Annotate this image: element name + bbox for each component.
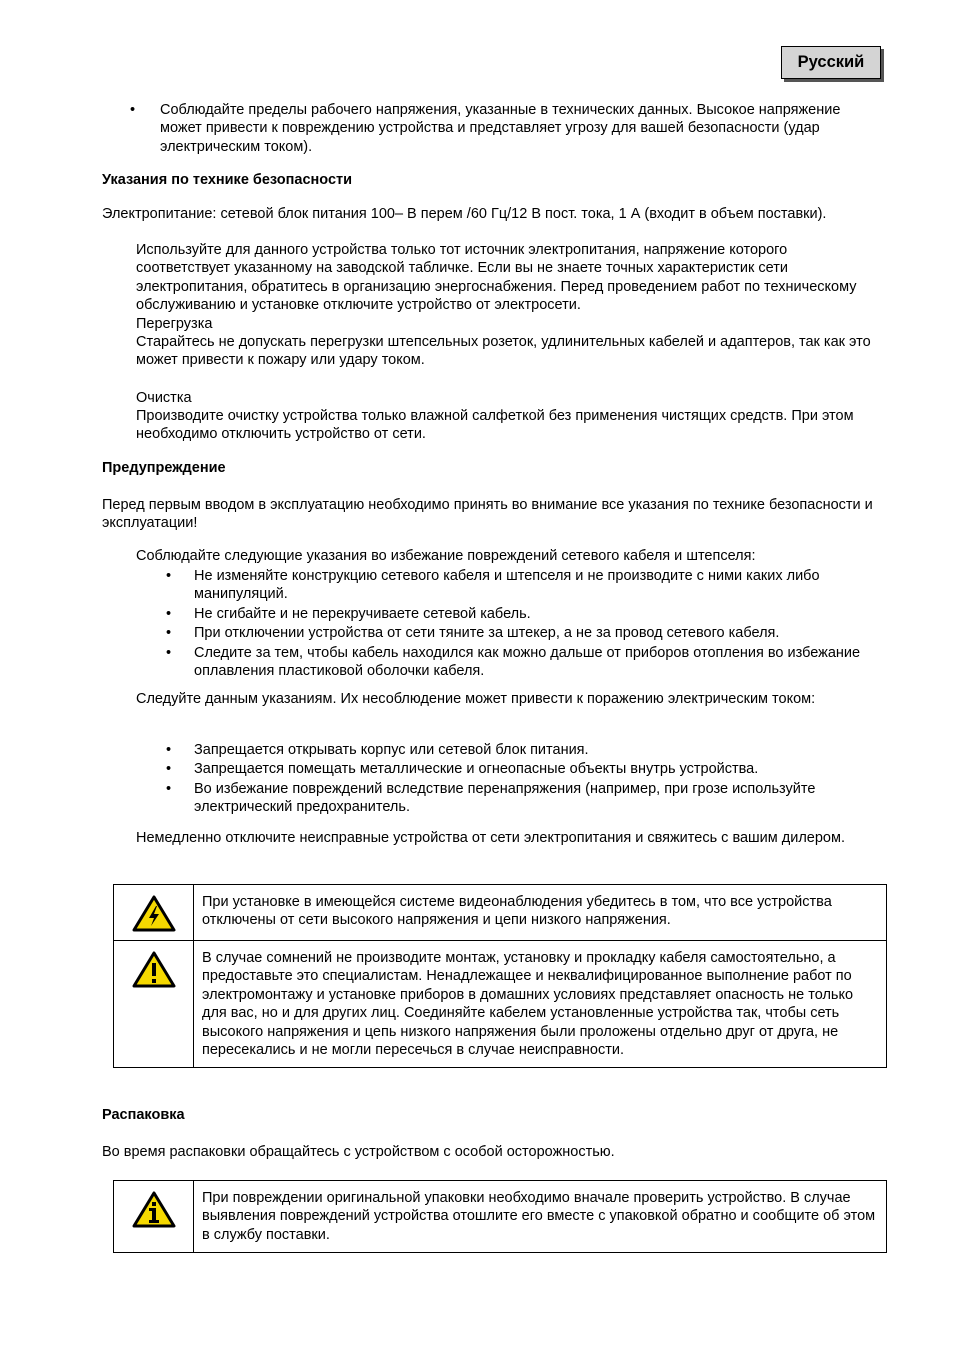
list-item: • Не изменяйте конструкцию сетевого кабеля и штепселя и не производите с ними каких либо манипуляций. — [166, 568, 820, 603]
cleaning-text: Производите очистку устройства только влажной салфеткой без применения чистящих средств. При этом необходимо отключить устройство от сети. — [136, 408, 854, 443]
intro-bullet-text: Соблюдайте пределы рабочего напряжения, указанные в технических данных. Высокое напряжение может привести к повреждению устройства и представляет угрозу для вашей безопасности (удар электрическим током). — [160, 102, 841, 155]
notice-row — [114, 941, 887, 1068]
notice-row — [114, 885, 887, 941]
safety-heading: Указания по технике безопасности — [102, 172, 353, 188]
power-supply-text: Используйте для данного устройства только тот источник электропитания, напряжение которого соответствует указанному на заводской табличке. Если вы не знаете точных характеристик сети электропитания, обратитесь в организацию энергоснабжения. Перед проведением работ по техническому обслуживанию и установке отключите устройство от электросети. — [136, 242, 857, 314]
unpacking-text: Во время распаковки обращайтесь с устройством с особой осторожностью. — [102, 1144, 615, 1160]
language-tab: Русский — [781, 46, 881, 79]
notice-table — [113, 884, 887, 1068]
intro-bullet — [130, 101, 880, 156]
shock-list — [166, 741, 884, 818]
cable-list — [166, 567, 884, 681]
unpacking-heading: Распаковка — [102, 1107, 185, 1123]
notice-table — [113, 1180, 887, 1253]
notice-icon-cell — [114, 885, 194, 941]
caution-warning-icon — [132, 951, 176, 989]
overload-title: Перегрузка — [136, 316, 213, 332]
warning-heading: Предупреждение — [102, 460, 226, 476]
list-item: • Не сгибайте и не перекручиваете сетевой кабель. — [166, 605, 531, 622]
list-item: • Следите за тем, чтобы кабель находился как можно дальше от приборов отопления во избежание оплавления пластиковой оболочки кабеля. — [166, 644, 861, 680]
list-item: • Запрещается помещать металлические и огнеопасные объекты внутрь устройства. — [166, 761, 759, 778]
list-item: • Запрещается открывать корпус или сетевой блок питания. — [166, 742, 589, 758]
notice-text: При установке в имеющейся системе видеонаблюдения убедитесь в том, что все устройства отключены от сети высокого напряжения и цепи низкого напряжения. — [194, 885, 887, 941]
bullet-glyph: • — [130, 102, 136, 118]
overload-text: Старайтесь не допускать перегрузки штепсельных розеток, удлинительных кабелей и адаптеров, так как это может привести к пожару или удару током. — [136, 334, 871, 369]
cleaning-title: Очистка — [136, 390, 192, 406]
high-voltage-warning-icon — [132, 895, 176, 933]
notice-text: В случае сомнений не производите монтаж, установку и прокладку кабеля самостоятельно, а предоставьте это специалистам. Ненадлежащее и неквалифицированное выполнение работ по электромонтажу и установке приборов в домашних условиях представляет опасность не только для вас, но и для других лиц. Соединяйте кабелем установленные устройства так, чтобы сеть высокого напряжения и цепь низкого напряжения были проложены отдельно друг от друга, не пересекались и не могли пересечься в случае неисправности. — [194, 941, 887, 1068]
dealer-text: Немедленно отключите неисправные устройства от сети электропитания и свяжитесь с вашим дилером. — [136, 830, 845, 846]
notice-text: При повреждении оригинальной упаковки необходимо вначале проверить устройство. В случае выявления повреждений устройства отошлите его вместе с упаковкой обратно и сообщите об этом в службу поставки. — [194, 1181, 887, 1253]
power-supply-line: Электропитание: сетевой блок питания 100– В перем /60 Гц/12 В пост. тока, 1 А (входит в объем поставки). — [102, 206, 827, 222]
list-item: • Во избежание повреждений вследствие перенапряжения (например, при грозе используйте электрический предохранитель. — [166, 780, 816, 816]
shock-intro: Следуйте данным указаниям. Их несоблюдение может привести к поражению электрическим током: — [136, 691, 816, 707]
notice-row — [114, 1181, 887, 1253]
cable-intro: Соблюдайте следующие указания во избежание повреждений сетевого кабеля и штепселя: — [136, 548, 756, 564]
list-item: • При отключении устройства от сети тяните за штекер, а не за провод сетевого кабеля. — [166, 625, 780, 642]
notice-icon-cell — [114, 941, 194, 1068]
info-warning-icon — [132, 1191, 176, 1229]
warning-intro: Перед первым вводом в эксплуатацию необходимо принять во внимание все указания по технике безопасности и эксплуатации! — [102, 497, 873, 532]
notice-icon-cell — [114, 1181, 194, 1253]
